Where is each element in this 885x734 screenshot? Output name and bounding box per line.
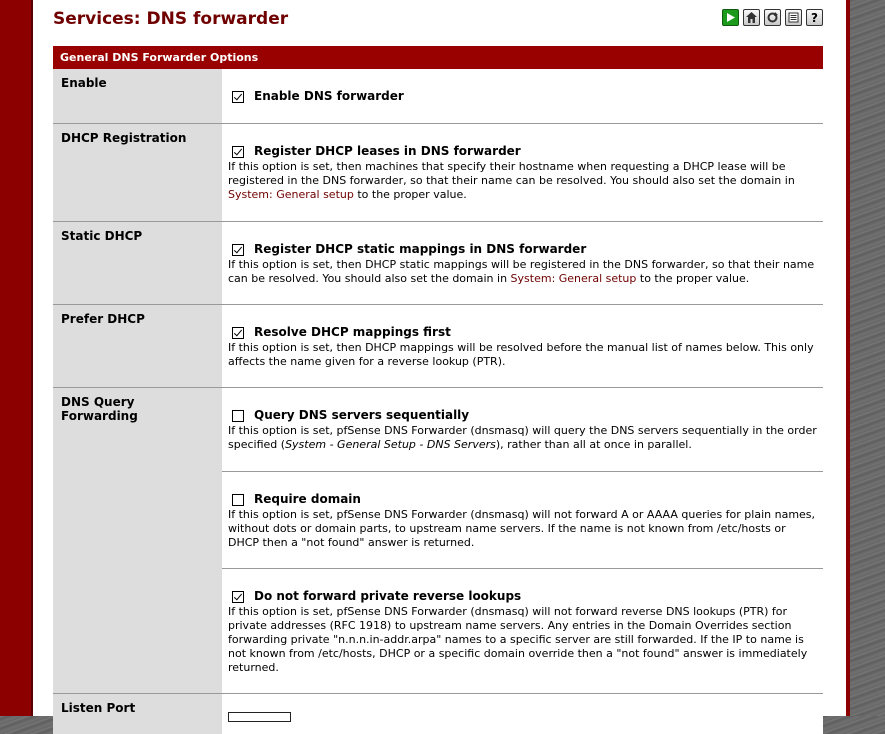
page-content — [33, 0, 846, 716]
static-dhcp-option[interactable] — [228, 242, 817, 257]
option-description: If this option is set, pfSense DNS Forwarder (dnsmasq) will query the DNS servers sequentially in the order specified (System - General Setup - DNS Servers), rather than all at once in parallel. — [228, 424, 817, 451]
help-icon[interactable] — [806, 9, 823, 26]
dhcp-registration-option[interactable] — [228, 144, 817, 159]
option-description: If this option is set, pfSense DNS Forwarder (dnsmasq) will not forward A or AAAA queries for plain names, without dots or domain parts, to upstream name servers. If the name is not known from /etc/hosts or DHCP then a "not found" answer is returned. — [228, 508, 816, 549]
enable-checkbox[interactable] — [232, 91, 244, 103]
option-title: Require domain — [254, 492, 361, 506]
static-dhcp-checkbox[interactable] — [232, 244, 244, 256]
options-table — [53, 69, 823, 734]
option-title: Enable DNS forwarder — [254, 89, 404, 103]
query-sequential-checkbox[interactable] — [232, 410, 244, 422]
row-label: Enable — [53, 69, 222, 123]
row-prefer-dhcp — [53, 305, 823, 388]
no-private-reverse-checkbox[interactable] — [232, 591, 244, 603]
option-title: Do not forward private reverse lookups — [254, 589, 522, 603]
listen-port-input[interactable] — [228, 712, 291, 722]
row-dns-query-forwarding — [53, 388, 823, 694]
page-title: Services: DNS forwarder — [53, 9, 289, 29]
option-title: Resolve DHCP mappings first — [254, 325, 451, 339]
left-frame-border — [0, 0, 33, 716]
prefer-dhcp-checkbox[interactable] — [232, 327, 244, 339]
dhcp-registration-checkbox[interactable] — [232, 146, 244, 158]
no-private-reverse-option[interactable] — [228, 589, 817, 604]
section-header: General DNS Forwarder Options — [53, 46, 823, 69]
row-label: DNS Query Forwarding — [53, 388, 222, 693]
option-description: If this option is set, pfSense DNS Forwarder (dnsmasq) will not forward reverse DNS lookups (PTR) for private addresses (RFC 1918) to upstream name servers. Any entries in the Domain Overrides section forwarding private "n.n.n.in-addr.arpa" names to a specific server are still forwarded. If the IP to name is not known from /etc/hosts, DHCP or a specific domain override then a "not found" answer is immediately returned. — [228, 605, 808, 674]
option-title: Register DHCP static mappings in DNS forwarder — [254, 242, 587, 256]
row-enable — [53, 69, 823, 124]
require-domain-checkbox[interactable] — [232, 494, 244, 506]
help-glyph: ? — [811, 10, 818, 25]
play-icon[interactable] — [722, 9, 739, 26]
row-label: Prefer DHCP — [53, 305, 222, 387]
general-setup-link[interactable]: System: General setup — [510, 272, 637, 285]
row-label: Listen Port — [53, 694, 222, 734]
home-icon[interactable] — [743, 9, 760, 26]
require-domain-option[interactable] — [228, 492, 817, 507]
right-frame-border — [846, 0, 850, 716]
query-sequential-option[interactable] — [228, 408, 817, 423]
option-description: If this option is set, then DHCP mappings will be resolved before the manual list of names below. This only affects the name given for a reverse lookup (PTR). — [228, 341, 814, 368]
option-title: Query DNS servers sequentially — [254, 408, 470, 422]
row-dhcp-registration — [53, 124, 823, 222]
row-label: Static DHCP — [53, 222, 222, 304]
refresh-icon[interactable] — [764, 9, 781, 26]
row-listen-port — [53, 694, 823, 734]
general-setup-link[interactable]: System: General setup — [228, 188, 354, 201]
option-description: If this option is set, then machines that specify their hostname when requesting a DHCP lease will be registered in the DNS forwarder, so that their name can be resolved. You should also set the domain in System: General setup to the proper value. — [228, 160, 795, 201]
log-icon[interactable] — [785, 9, 802, 26]
row-static-dhcp — [53, 222, 823, 305]
row-label: DHCP Registration — [53, 124, 222, 221]
enable-option[interactable] — [228, 89, 817, 104]
option-title: Register DHCP leases in DNS forwarder — [254, 144, 521, 158]
option-description: If this option is set, then DHCP static mappings will be registered in the DNS forwarder, so that their name can be resolved. You should also set the domain in System: General setup to the proper value. — [228, 258, 815, 285]
prefer-dhcp-option[interactable] — [228, 325, 817, 340]
toolbar — [722, 9, 823, 26]
